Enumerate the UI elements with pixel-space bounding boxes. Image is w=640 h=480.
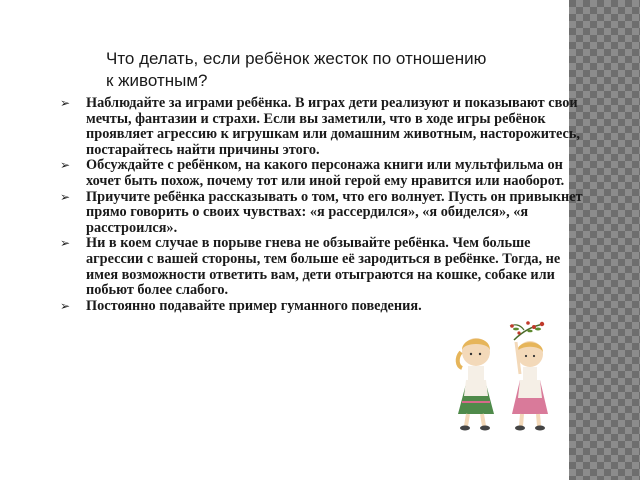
list-item (58, 190, 586, 237)
list-item (58, 236, 586, 298)
list-item (58, 299, 586, 315)
arrow-bullet-icon: ➢ (60, 189, 71, 204)
list-item-text: Постоянно подавайте пример гуманного поведения. (86, 297, 422, 314)
list-item-text: Приучите ребёнка рассказывать о том, что его волнует. Пусть он привыкнет прямо говорить о своих чувствах: «я рассердился», «я обиделся», «я расстроился». (86, 188, 583, 236)
list-item-text: Обсуждайте с ребёнком, на какого персонажа книги или мультфильма он хочет быть похож, почему тот или иной герой ему нравится или наоборот. (86, 157, 565, 189)
title-line-1: Что делать, если ребёнок жесток по отношению (106, 49, 487, 68)
slide-title (106, 48, 546, 92)
title-line-2: к животным? (106, 71, 208, 90)
arrow-bullet-icon: ➢ (60, 96, 71, 110)
list-item-text: Ни в коем случае в порыве гнева не обзывайте ребёнка. Чем больше агрессии с вашей стороны, тем больше её зародиться в ребёнке. Тогда, не имея возможности ответить вам, дети отыграются на кошке, собаке или побьют более слабого. (86, 235, 561, 299)
list-item (58, 96, 586, 158)
list-item-text: Наблюдайте за играми ребёнка. В играх дети реализуют и показывают свои мечты, фантазии и страхи. Если вы заметили, что в ходе игры ребёнок проявляет агрессию к игрушкам или домашним животным, насторожитесь, постарайтесь найти причины этого. (86, 95, 580, 158)
advice-list (58, 96, 586, 314)
two-girls-illustration (444, 318, 564, 436)
arrow-bullet-icon: ➢ (60, 158, 71, 173)
list-item (58, 158, 586, 189)
arrow-bullet-icon: ➢ (60, 236, 71, 251)
arrow-bullet-icon: ➢ (60, 298, 71, 313)
